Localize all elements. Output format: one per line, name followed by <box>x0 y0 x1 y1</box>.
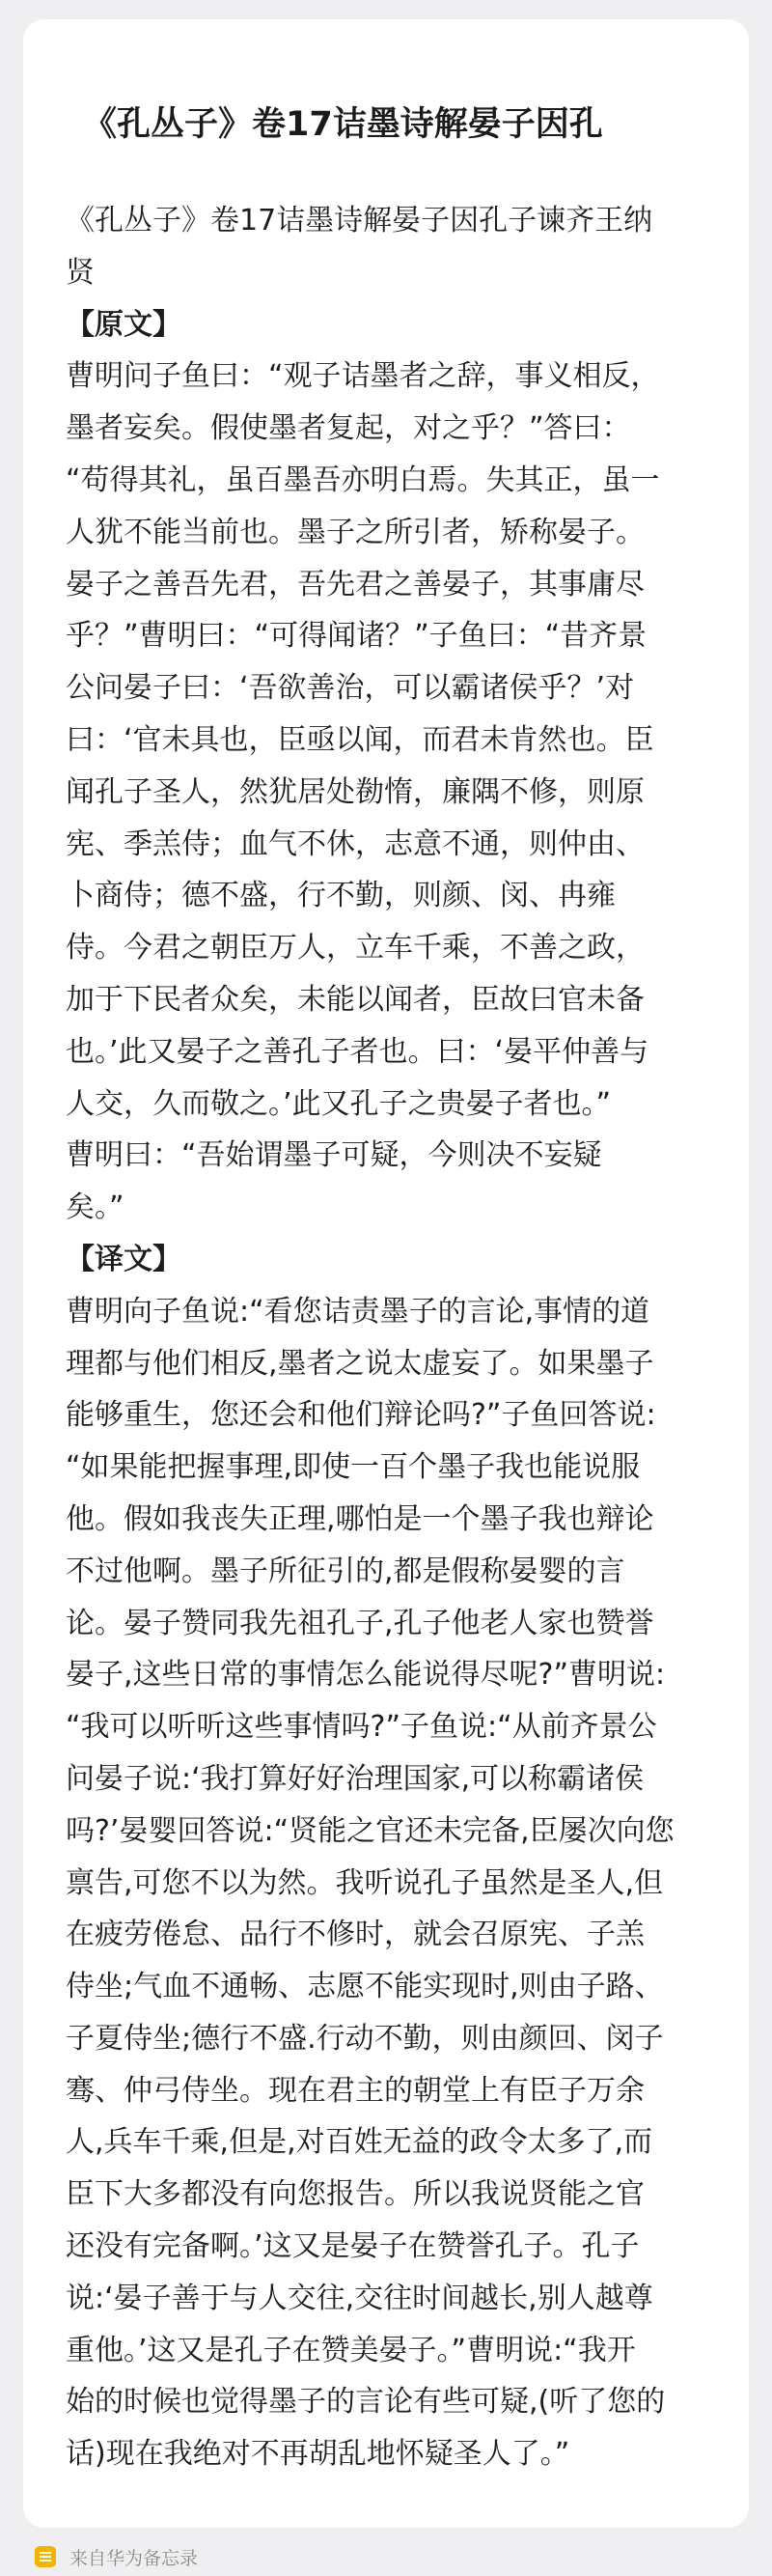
note-line: 乎？”曹明曰：“可得闻诸？”子鱼曰：“昔齐景 <box>66 619 648 654</box>
note-line: 说:‘晏子善于与人交往,交往时间越长,别人越尊 <box>66 2281 653 2315</box>
note-line: 吗?’晏婴回答说:“贤能之官还未完备,臣屡次向您 <box>66 1813 675 1848</box>
note-line: 公问晏子曰：‘吾欲善治，可以霸诸侯乎？’对 <box>66 671 635 706</box>
note-line: 他。假如我丧失正理,哪怕是一个墨子我也辩论 <box>66 1501 654 1536</box>
note-line: 侍坐;气血不通畅、志愿不能实现时,则由子路、 <box>66 1970 664 2004</box>
note-line: 骞、仲弓侍坐。现在君主的朝堂上有臣子万余 <box>66 2073 645 2108</box>
note-line: 论。晏子赞同我先祖孔子,孔子他老人家也赞誉 <box>66 1606 654 1640</box>
note-line: 闻孔子圣人，然犹居处勌惰，廉隅不修，则原 <box>66 774 645 809</box>
note-line: 能够重生，您还会和他们辩论吗?”子鱼回答说: <box>66 1398 656 1433</box>
note-line: 话)现在我绝对不再胡乱地怀疑圣人了。” <box>66 2437 570 2472</box>
note-line: 【译文】 <box>66 1242 181 1276</box>
note-body <box>66 195 704 2480</box>
note-line: 始的时候也觉得墨子的言论有些可疑,(听了您的 <box>66 2385 666 2420</box>
note-line: “我可以听听这些事情吗?”子鱼说:“从前齐景公 <box>66 1710 657 1745</box>
note-line: 矣。” <box>66 1190 124 1225</box>
note-line: 子夏侍坐;德行不盛.行动不勤，则由颜回、闵子 <box>66 2021 664 2056</box>
note-line: 禀告,可您不以为然。我听说孔子虽然是圣人,但 <box>66 1865 664 1900</box>
note-line: 卜商侍；德不盛，行不勤，则颜、闵、冉雍 <box>66 879 616 913</box>
note-line: 《孔丛子》卷17诘墨诗解晏子因孔子谏齐王纳 <box>66 204 653 238</box>
note-line: 侍。今君之朝臣万人，立车千乘，不善之政， <box>66 931 645 966</box>
note-card <box>23 19 749 2528</box>
note-line: 人犹不能当前也。墨子之所引者，矫称晏子。 <box>66 515 645 549</box>
note-line: 墨者妄矣。假使墨者复起，对之乎？”答曰： <box>66 411 631 446</box>
note-line: 还没有完备啊。’这又是晏子在赞誉孔子。孔子 <box>66 2229 640 2264</box>
note-line: 人,兵车千乘,但是,对百姓无益的政令太多了,而 <box>66 2125 653 2160</box>
note-line: 也。’此又晏子之善孔子者也。曰：‘晏平仲善与 <box>66 1034 649 1069</box>
note-line: 在疲劳倦怠、品行不修时，就会召原宪、子羔 <box>66 1918 645 1952</box>
note-title: 《孔丛子》卷17诘墨诗解晏子因孔 <box>83 105 603 144</box>
note-line: 重他。’这又是孔子在赞美晏子。”曹明说:“我开 <box>66 2333 636 2367</box>
memo-icon <box>35 2546 56 2567</box>
note-line: 加于下民者众矣，未能以闻者，臣故曰官未备 <box>66 982 645 1017</box>
note-line: 理都与他们相反,墨者之说太虚妄了。如果墨子 <box>66 1346 654 1381</box>
note-line: “如果能把握事理,即使一百个墨子我也能说服 <box>66 1450 641 1485</box>
note-line: 晏子,这些日常的事情怎么能说得尽呢?”曹明说: <box>66 1658 666 1693</box>
note-line: 晏子之善吾先君，吾先君之善晏子，其事庸尽 <box>66 567 645 602</box>
note-line: 贤 <box>66 255 95 290</box>
note-line: 不过他啊。墨子所征引的,都是假称晏婴的言 <box>66 1554 625 1588</box>
note-line: 曹明曰：“吾始谓墨子可疑，今则决不妄疑 <box>66 1138 602 1173</box>
note-line: 臣下大多都没有向您报告。所以我说贤能之官 <box>66 2177 645 2212</box>
note-line: 曹明向子鱼说:“看您诘责墨子的言论,事情的道 <box>66 1294 650 1329</box>
note-line: 曰：‘官未具也，臣亟以闻，而君未肯然也。臣 <box>66 722 654 757</box>
note-line: 【原文】 <box>66 307 181 342</box>
note-line: 曹明问子鱼曰：“观子诘墨者之辞，事义相反， <box>66 359 660 394</box>
source-label: 来自华为备忘录 <box>69 2547 199 2569</box>
note-line: 问晏子说:‘我打算好好治理国家,可以称霸诸侯 <box>66 1761 645 1796</box>
source-footer <box>35 2542 198 2571</box>
note-line: 人交，久而敬之。’此又孔子之贵晏子者也。” <box>66 1086 612 1121</box>
note-line: “苟得其礼，虽百墨吾亦明白焉。失其正，虽一 <box>66 462 660 497</box>
note-line: 宪、季羔侍；血气不休，志意不通，则仲由、 <box>66 826 645 861</box>
